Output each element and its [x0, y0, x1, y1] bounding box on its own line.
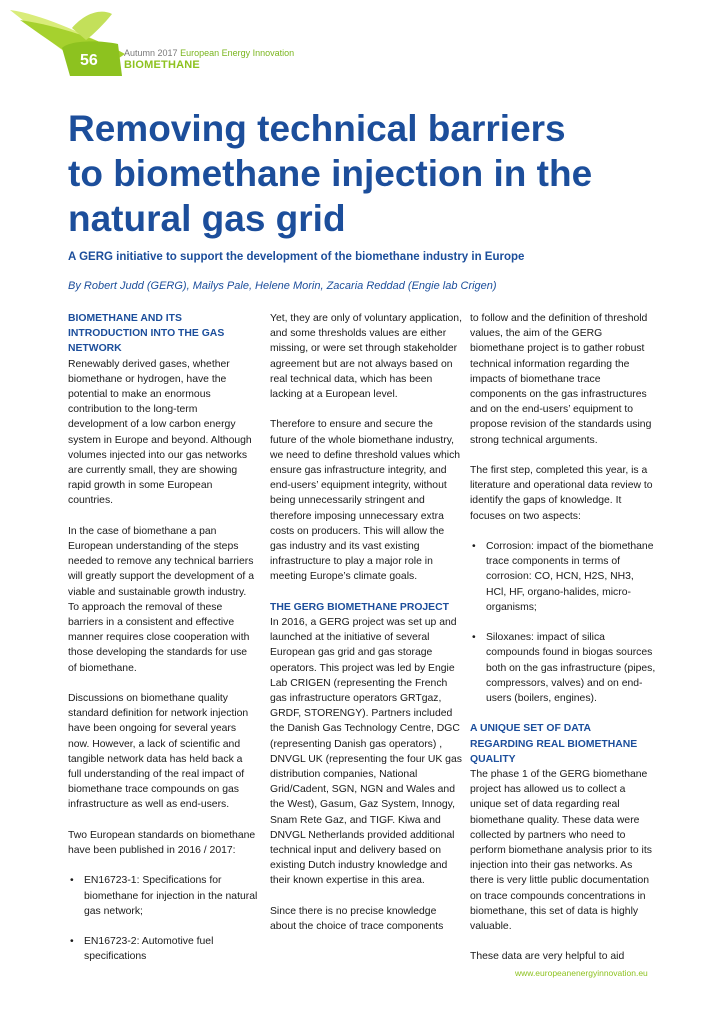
paragraph: The phase 1 of the GERG biomethane project has allowed us to collect a unique set of data regarding real biomethane quality. These data were collected by partners who need to perform biomethane analysis prior to its injection into their gas networks. As there is very little public documentation on trace compounds concentrations in biomethane, this set of data is highly valuable. [470, 769, 652, 933]
issue-season: Autumn 2017 [124, 48, 178, 58]
paragraph: Therefore to ensure and secure the future of the whole biomethane industry, we need to define threshold values which ensure gas infrastructure integrity, and end-users’ equipment integrity, without being unnecessarily stringent and therefore imposing unnecessary extra costs on producers. This will allow the gas industry and its vast existing infrastructure to play a major role in meeting Europe’s climate goals. [270, 419, 461, 583]
paragraph: In the case of biomethane a pan European understanding of the steps needed to remove any technical barriers will greatly support the development of a viable and sustainable growth industry. To approach the removal of these barriers in a consistent and effective manner requires close cooperation with those developing the standards for use of biomethane. [68, 525, 254, 674]
aspects-list [470, 539, 656, 706]
paragraph: Discussions on biomethane quality standard definition for network injection have been ongoing for several years now. However, a lack of scientific and tangible network data has held back a full understanding of the real impact of biomethane trace compounds on gas infrastructure as well as end-users. [68, 693, 249, 811]
paragraph: Yet, they are only of voluntary application, and some thresholds values are either missing, or were set through stakeholder agreement but are not always based on real technical data, which has been lacking at a European level. [270, 313, 462, 401]
section-heading: BIOMETHANE AND ITS INTRODUCTION INTO THE GAS NETWORK [68, 313, 225, 355]
column-1 [68, 311, 258, 980]
list-item: • Corrosion: impact of the biomethane trace components in terms of corrosion: CO, HCN, H2S, NH3, HCl, HF, organo-halides, micro-organisms; [470, 539, 656, 615]
paragraph: Since there is no precise knowledge about the choice of trace components [270, 905, 444, 933]
column-2 [270, 311, 462, 949]
title-line: to biomethane injection in the [68, 153, 593, 194]
article-authors: By Robert Judd (GERG), Mailys Pale, Helene Morin, Zacaria Reddad (Engie lab Crigen) [68, 280, 497, 292]
section-heading: THE GERG BIOMETHANE PROJECT [270, 601, 449, 613]
list-item: • EN16723-2: Automotive fuel specifications [68, 934, 258, 964]
paragraph: The first step, completed this year, is a literature and operational data review to identify the gaps of knowledge. It focuses on two aspects: [470, 465, 653, 522]
title-line: natural gas grid [68, 198, 346, 239]
paragraph: These data are very helpful to aid [470, 951, 625, 963]
section-label: BIOMETHANE [124, 59, 200, 71]
masthead [124, 48, 294, 58]
article-subtitle: A GERG initiative to support the development of the biomethane industry in Europe [68, 251, 525, 263]
list-item: • EN16723-1: Specifications for biomethane for injection in the natural gas network; [68, 873, 258, 919]
column-3 [470, 311, 656, 980]
section-heading: A UNIQUE SET OF DATA REGARDING REAL BIOMETHANE QUALITY [470, 723, 638, 765]
paragraph: Two European standards on biomethane have been published in 2016 / 2017: [68, 829, 256, 857]
footer-url[interactable]: www.europeanenergyinnovation.eu [515, 968, 648, 978]
leaf-logo-icon [0, 0, 300, 90]
paragraph: In 2016, a GERG project was set up and launched at the initiative of several European gas grid and gas storage operators. This project was led by Engie Lab CRIGEN (representing the French gas infrastructure operators GRTgaz, GRDF, STORENGY). Partners included the Danish Gas Technology Centre, DGC (representing Danish gas operators) , DNVGL UK (representing the four UK gas distribution companies, National Grid/Cadent, SGN, NGN and Wales and the West), Gasum, Gaz System, Innogy, Snam Rete Gaz, and TIGF. Kiwa and DNVGL Netherlands provided additional technical input and delivery based on existing Dutch industry knowledge and their known expertise in this area. [270, 617, 462, 887]
list-item: • Siloxanes: impact of silica compounds found in biogas sources both on the gas infrastructure (pipes, compressors, valves) and on end-users (boilers, engines). [470, 630, 656, 706]
page-number: 56 [80, 52, 98, 69]
article-title [68, 106, 668, 241]
standards-list [68, 873, 258, 964]
title-line: Removing technical barriers [68, 108, 566, 149]
paragraph: to follow and the definition of threshold values, the aim of the GERG biomethane project is to gather robust technical information regarding the impacts of biomethane trace components on the gas infrastructures and on the end-users’ equipment to propose revision of the standards using strong technical arguments. [470, 313, 652, 446]
paragraph: Renewably derived gases, whether biomethane or hydrogen, have the potential to make an enormous contribution to the long-term development of a low carbon energy system in Europe and beyond. Although volumes injected into our gas networks are currently small, they are showing rapid growth in some European countries. [68, 358, 252, 507]
publication-name: European Energy Innovation [180, 48, 295, 58]
